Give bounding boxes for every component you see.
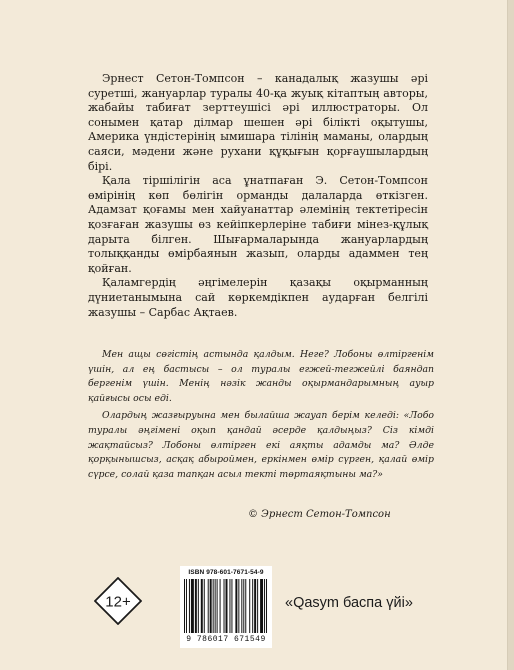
isbn-label: ISBN 978-601-7671-54-9 bbox=[188, 569, 264, 576]
barcode-bar bbox=[245, 579, 246, 633]
barcode-bar bbox=[198, 579, 199, 633]
barcode-bars bbox=[184, 579, 268, 633]
barcode-bar bbox=[260, 579, 263, 633]
barcode-bar bbox=[231, 579, 232, 633]
barcode-bar bbox=[249, 579, 250, 633]
barcode-bar bbox=[210, 579, 212, 633]
barcode-bar bbox=[215, 579, 216, 633]
barcode-bar bbox=[266, 579, 267, 633]
barcode-bar bbox=[238, 579, 239, 633]
barcode-bar bbox=[241, 579, 242, 633]
bio-paragraph: Қаламгердің әңгімелерін қазақы оқырманның дүниетанымына сай көркемдікпен аударған белгілі жазушы – Сарбас Ақтаев. bbox=[88, 276, 428, 319]
barcode-bar bbox=[184, 579, 185, 633]
barcode-bar bbox=[226, 579, 228, 633]
barcode-bar bbox=[252, 579, 253, 633]
barcode-bar bbox=[229, 579, 230, 633]
barcode-bar bbox=[208, 579, 209, 633]
quote-paragraph: Мен ащы сөгістің астында қалдым. Неге? Лобоны өлтіргенім үшін, ал ең бастысы – ол туралы егжей-тегжейлі баяндап бергенім үшін. Менің нәзік жанды оқырмандарымның ауыр қайғысы осы еді. bbox=[88, 349, 434, 404]
barcode-bar bbox=[195, 579, 197, 633]
age-rating-label: 12+ bbox=[105, 593, 131, 611]
quote-signature: © Эрнест Сетон-Томпсон bbox=[248, 509, 391, 520]
barcode-bar bbox=[224, 579, 225, 633]
author-quote bbox=[88, 348, 434, 485]
bio-paragraph: Эрнест Сетон-Томпсон – канадалық жазушы әрі суретші, жануарлар туралы 40-қа жуық кітаптың авторы, жабайы табиғат зерттеушісі әрі иллюстраторы. Ол сонымен қатар ділмар шешен әрі білікті оқытушы, Америка үндістерінің ымишара тілінің маманы, олардың саяси, мәдени және рухани құқығын қорғаушылардың бірі. bbox=[88, 72, 428, 173]
cover-edge-strip bbox=[507, 0, 514, 670]
isbn-barcode bbox=[180, 566, 272, 648]
barcode-bar bbox=[257, 579, 258, 633]
publisher-name: «Qasym баспа үйі» bbox=[285, 595, 413, 611]
barcode-bar bbox=[220, 579, 221, 633]
barcode-bar bbox=[213, 579, 214, 633]
barcode-bar bbox=[204, 579, 205, 633]
barcode-bar bbox=[243, 579, 244, 633]
ean-digits: 9 786017 671549 bbox=[186, 635, 266, 644]
age-rating-badge bbox=[94, 577, 142, 625]
barcode-bar bbox=[254, 579, 256, 633]
barcode-bar bbox=[217, 579, 218, 633]
barcode-bar bbox=[189, 579, 190, 633]
barcode-bar bbox=[264, 579, 265, 633]
quote-paragraph: Олардың жазғыруына мен былайша жауап берім келеді: «Лобо туралы әңгімені оқып қандай әсерде қалдыңыз? Сіз кімді жақтайсыз? Лобоны өлтірген екі аяқты адамды ма? Әлде қорқынышсыз, асқақ абыроймен, еркінмен өмір сүрген, қалай өмір сүрсе, солай қаза тапқан асыл текті төртаяқтыны ма?» bbox=[88, 410, 434, 480]
barcode-bar bbox=[186, 579, 187, 633]
barcode-bar bbox=[201, 579, 203, 633]
author-bio bbox=[88, 72, 428, 320]
barcode-bar bbox=[191, 579, 194, 633]
barcode-bar bbox=[235, 579, 237, 633]
bio-paragraph: Қала тіршілігін аса ұнатпаған Э. Сетон-Томпсон өмірінің көп бөлігін орманды далаларда өткізген. Адамзат қоғамы мен хайуанаттар әлемінің тектетіресін қозғаған жазушы өз кейіпкерлеріне табиғи мінез-құлық дарыта білген. Шығармаларында жануарлардың толыққанды өмірбаянын жазып, оларды адаммен тең қойған. bbox=[88, 174, 428, 275]
